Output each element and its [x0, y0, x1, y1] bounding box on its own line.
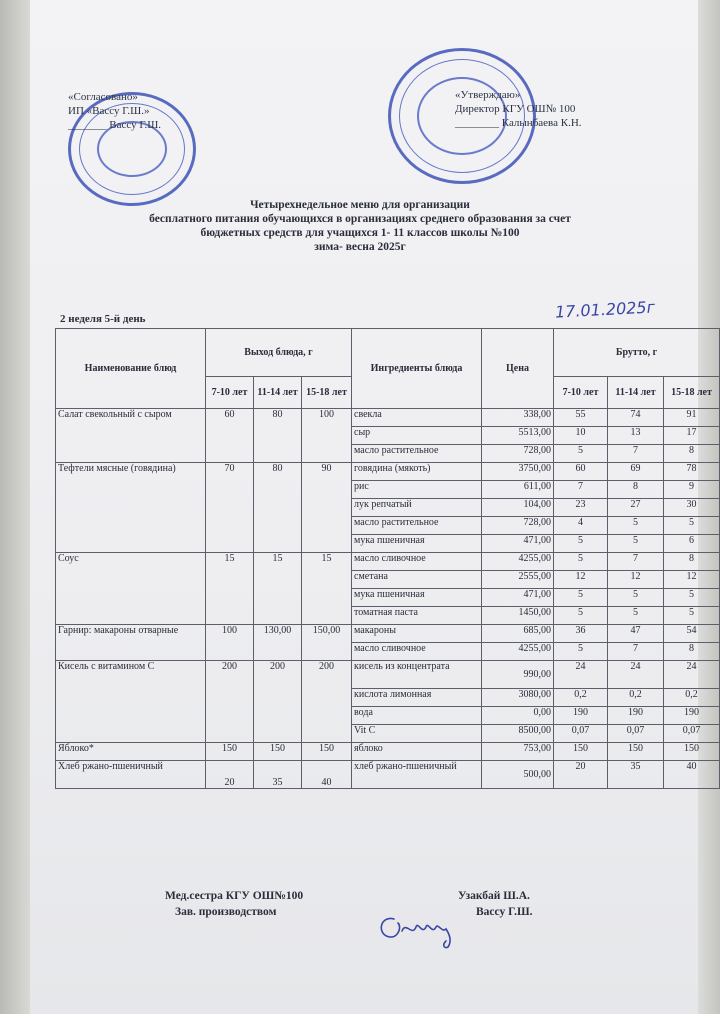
brutto-11-14: 5 — [608, 607, 664, 625]
header-price: Цена — [482, 329, 554, 409]
ingredient: кислота лимонная — [352, 689, 482, 707]
approval-left-line2: ИП «Вассу Г.Ш.» — [68, 105, 150, 117]
output-15-18: 150 — [302, 743, 352, 761]
brutto-7-10: 5 — [554, 589, 608, 607]
dish-name: Яблоко* — [56, 743, 206, 761]
footer-production-role: Зав. производством — [175, 906, 277, 918]
output-7-10: 150 — [206, 743, 254, 761]
price: 338,00 — [482, 409, 554, 427]
brutto-11-14: 150 — [608, 743, 664, 761]
price: 753,00 — [482, 743, 554, 761]
price: 4255,00 — [482, 553, 554, 571]
title-line1: Четырехнедельное меню для организации — [250, 199, 470, 211]
ingredient: мука пшеничная — [352, 589, 482, 607]
price: 471,00 — [482, 535, 554, 553]
footer-nurse-role: Мед.сестра КГУ ОШ№100 — [165, 890, 304, 902]
table-row — [56, 409, 720, 427]
brutto-15-18: 30 — [664, 499, 720, 517]
brutto-11-14: 0,07 — [608, 725, 664, 743]
menu-table — [55, 328, 720, 789]
header-output-age-3: 15-18 лет — [302, 377, 352, 409]
output-15-18: 90 — [302, 463, 352, 553]
approval-block-left — [68, 90, 248, 132]
signature-scribble — [372, 905, 472, 950]
brutto-7-10: 60 — [554, 463, 608, 481]
price: 8500,00 — [482, 725, 554, 743]
table-row — [56, 625, 720, 643]
header-dish: Наименование блюд — [56, 329, 206, 409]
brutto-7-10: 0,2 — [554, 689, 608, 707]
dish-name: Гарнир: макароны отварные — [56, 625, 206, 661]
price: 5513,00 — [482, 427, 554, 445]
brutto-15-18: 78 — [664, 463, 720, 481]
brutto-15-18: 6 — [664, 535, 720, 553]
ingredient: свекла — [352, 409, 482, 427]
week-day-label: 2 неделя 5-й день — [60, 313, 146, 325]
dish-name: Тефтели мясные (говядина) — [56, 463, 206, 553]
output-11-14: 80 — [254, 409, 302, 463]
brutto-7-10: 12 — [554, 571, 608, 589]
dish-name: Кисель с витамином С — [56, 661, 206, 743]
brutto-11-14: 27 — [608, 499, 664, 517]
brutto-15-18: 5 — [664, 517, 720, 535]
ingredient: рис — [352, 481, 482, 499]
title-line4: зима- весна 2025г — [314, 241, 406, 253]
header-ingredients: Ингредиенты блюда — [352, 329, 482, 409]
brutto-7-10: 5 — [554, 607, 608, 625]
price: 611,00 — [482, 481, 554, 499]
brutto-7-10: 190 — [554, 707, 608, 725]
brutto-15-18: 40 — [664, 761, 720, 789]
output-7-10: 200 — [206, 661, 254, 743]
brutto-7-10: 7 — [554, 481, 608, 499]
header-brutto: Брутто, г — [554, 329, 720, 377]
brutto-7-10: 5 — [554, 445, 608, 463]
table-row — [56, 661, 720, 689]
photo-edge-left — [0, 0, 30, 1014]
footer-production-name: Вассу Г.Ш. — [476, 906, 533, 918]
table-row — [56, 553, 720, 571]
output-7-10: 100 — [206, 625, 254, 661]
brutto-11-14: 7 — [608, 553, 664, 571]
output-15-18: 100 — [302, 409, 352, 463]
brutto-11-14: 5 — [608, 589, 664, 607]
price: 1450,00 — [482, 607, 554, 625]
brutto-7-10: 4 — [554, 517, 608, 535]
brutto-11-14: 7 — [608, 445, 664, 463]
brutto-11-14: 0,2 — [608, 689, 664, 707]
price: 471,00 — [482, 589, 554, 607]
header-output: Выход блюда, г — [206, 329, 352, 377]
approval-right-line2: Директор КГУ ОШ№ 100 — [455, 103, 576, 115]
brutto-11-14: 5 — [608, 535, 664, 553]
output-7-10: 15 — [206, 553, 254, 625]
brutto-7-10: 36 — [554, 625, 608, 643]
brutto-7-10: 5 — [554, 553, 608, 571]
ingredient: кисель из концентрата — [352, 661, 482, 689]
brutto-11-14: 69 — [608, 463, 664, 481]
price: 0,00 — [482, 707, 554, 725]
dish-name: Салат свекольный с сыром — [56, 409, 206, 463]
table-row — [56, 761, 720, 789]
price: 104,00 — [482, 499, 554, 517]
header-brutto-age-2: 11-14 лет — [608, 377, 664, 409]
output-7-10: 20 — [206, 761, 254, 789]
approval-block-right — [455, 88, 625, 130]
price: 500,00 — [482, 761, 554, 789]
output-15-18: 150,00 — [302, 625, 352, 661]
price: 990,00 — [482, 661, 554, 689]
ingredient: томатная паста — [352, 607, 482, 625]
brutto-15-18: 8 — [664, 445, 720, 463]
output-15-18: 40 — [302, 761, 352, 789]
ingredient: вода — [352, 707, 482, 725]
brutto-15-18: 0,2 — [664, 689, 720, 707]
approval-left-line3: _______ Вассу Г.Ш. — [68, 119, 162, 131]
brutto-15-18: 190 — [664, 707, 720, 725]
brutto-15-18: 54 — [664, 625, 720, 643]
brutto-11-14: 8 — [608, 481, 664, 499]
ingredient: масло сливочное — [352, 553, 482, 571]
output-7-10: 60 — [206, 409, 254, 463]
brutto-11-14: 5 — [608, 517, 664, 535]
price: 728,00 — [482, 517, 554, 535]
price: 3750,00 — [482, 463, 554, 481]
dish-name: Хлеб ржано-пшеничный — [56, 761, 206, 789]
table-row — [56, 743, 720, 761]
output-11-14: 130,00 — [254, 625, 302, 661]
brutto-15-18: 5 — [664, 607, 720, 625]
title-line3: бюджетных средств для учащихся 1- 11 классов школы №100 — [200, 227, 520, 239]
ingredient: масло растительное — [352, 517, 482, 535]
output-15-18: 200 — [302, 661, 352, 743]
brutto-15-18: 8 — [664, 643, 720, 661]
footer-left — [165, 888, 303, 920]
header-brutto-age-3: 15-18 лет — [664, 377, 720, 409]
document-title — [60, 198, 660, 254]
title-line2: бесплатного питания обучающихся в организациях среднего образования за счет — [149, 213, 571, 225]
ingredient: масло сливочное — [352, 643, 482, 661]
brutto-15-18: 24 — [664, 661, 720, 689]
brutto-11-14: 190 — [608, 707, 664, 725]
output-11-14: 15 — [254, 553, 302, 625]
ingredient: говядина (мякоть) — [352, 463, 482, 481]
brutto-15-18: 5 — [664, 589, 720, 607]
price: 685,00 — [482, 625, 554, 643]
brutto-15-18: 8 — [664, 553, 720, 571]
ingredient: сыр — [352, 427, 482, 445]
price: 4255,00 — [482, 643, 554, 661]
brutto-11-14: 74 — [608, 409, 664, 427]
brutto-15-18: 9 — [664, 481, 720, 499]
handwritten-date: 17.01.2025г — [554, 297, 656, 322]
brutto-7-10: 5 — [554, 535, 608, 553]
output-11-14: 150 — [254, 743, 302, 761]
dish-name: Соус — [56, 553, 206, 625]
table-row — [56, 463, 720, 481]
brutto-15-18: 0,07 — [664, 725, 720, 743]
price: 3080,00 — [482, 689, 554, 707]
output-11-14: 200 — [254, 661, 302, 743]
approval-right-line1: «Утверждаю» — [455, 89, 521, 101]
brutto-11-14: 7 — [608, 643, 664, 661]
brutto-7-10: 10 — [554, 427, 608, 445]
price: 2555,00 — [482, 571, 554, 589]
brutto-7-10: 5 — [554, 643, 608, 661]
ingredient: макароны — [352, 625, 482, 643]
brutto-7-10: 20 — [554, 761, 608, 789]
brutto-11-14: 24 — [608, 661, 664, 689]
ingredient: мука пшеничная — [352, 535, 482, 553]
brutto-15-18: 12 — [664, 571, 720, 589]
header-brutto-age-1: 7-10 лет — [554, 377, 608, 409]
brutto-7-10: 24 — [554, 661, 608, 689]
output-11-14: 80 — [254, 463, 302, 553]
output-11-14: 35 — [254, 761, 302, 789]
brutto-11-14: 47 — [608, 625, 664, 643]
brutto-7-10: 23 — [554, 499, 608, 517]
brutto-11-14: 13 — [608, 427, 664, 445]
brutto-15-18: 17 — [664, 427, 720, 445]
ingredient: лук репчатый — [352, 499, 482, 517]
brutto-15-18: 91 — [664, 409, 720, 427]
output-7-10: 70 — [206, 463, 254, 553]
ingredient: Vit C — [352, 725, 482, 743]
approval-right-line3: ________ Калынбаева К.Н. — [455, 117, 582, 129]
price: 728,00 — [482, 445, 554, 463]
brutto-7-10: 55 — [554, 409, 608, 427]
output-15-18: 15 — [302, 553, 352, 625]
brutto-7-10: 0,07 — [554, 725, 608, 743]
ingredient: сметана — [352, 571, 482, 589]
footer-nurse-name: Узакбай Ш.А. — [458, 890, 530, 902]
header-output-age-2: 11-14 лет — [254, 377, 302, 409]
header-output-age-1: 7-10 лет — [206, 377, 254, 409]
approval-left-line1: «Согласовано» — [68, 91, 138, 103]
ingredient: масло растительное — [352, 445, 482, 463]
ingredient: хлеб ржано-пшеничный — [352, 761, 482, 789]
brutto-15-18: 150 — [664, 743, 720, 761]
ingredient: яблоко — [352, 743, 482, 761]
brutto-11-14: 35 — [608, 761, 664, 789]
brutto-11-14: 12 — [608, 571, 664, 589]
brutto-7-10: 150 — [554, 743, 608, 761]
